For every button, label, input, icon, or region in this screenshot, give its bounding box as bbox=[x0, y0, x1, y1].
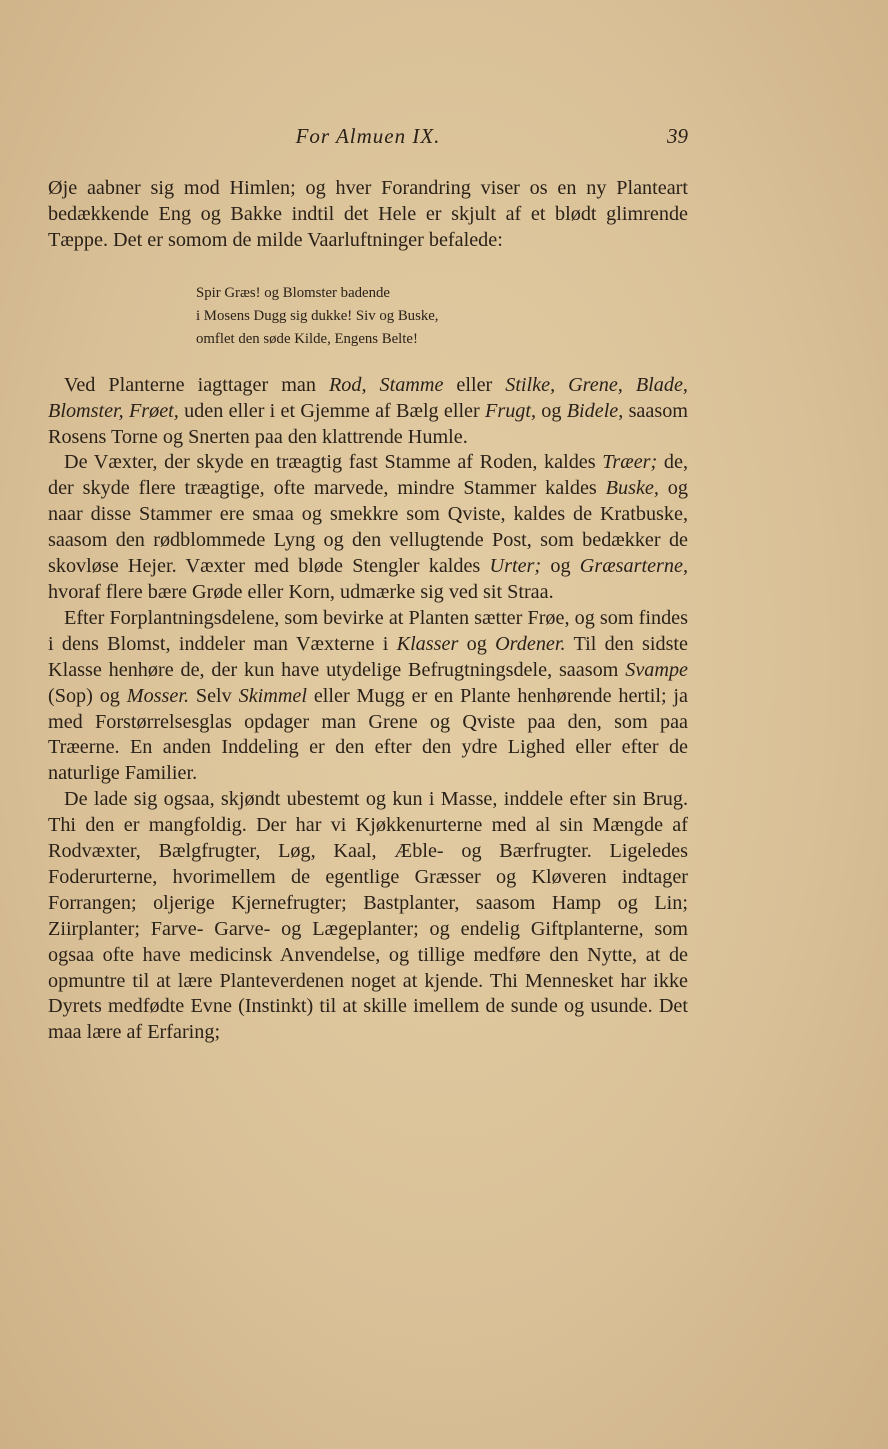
term: Frugt, bbox=[485, 399, 537, 422]
term: Urter; bbox=[489, 555, 542, 578]
term: Træer; bbox=[602, 451, 658, 474]
verse-line: omflet den søde Kilde, Engens Belte! bbox=[196, 330, 418, 347]
term: Rod, Stamme bbox=[328, 373, 444, 396]
verse-line: i Mosens Dugg sig dukke! Siv og Buske, bbox=[196, 307, 439, 324]
verse-quote bbox=[196, 282, 688, 351]
page-header bbox=[48, 124, 688, 156]
term: Græsarterne, bbox=[579, 555, 688, 578]
term: Svampe bbox=[625, 658, 688, 681]
term: Skimmel bbox=[238, 684, 307, 707]
paragraph-classification: Efter Forplantningsdelene, som bevirke at Planten sætter Frøe, og som findes i dens Blomst, inddeler man Væxterne i Klasser og Ordener. Til den sidste Klasse henhøre de, der kun have utydelige Befrugtningsdele, saasom Svampe (Sop) og Mosser. Selv Skimmel eller Mugg er en Plante henhørende hertil; ja med Forstørrelsesglas opdager man Grene og Qviste paa den, som paa Træerne. En anden Inddeling er den efter den ydre Lighed eller efter de naturlige Familier. bbox=[48, 606, 689, 785]
term: Stilke, Grene, Blade, Blomster, Frøet, bbox=[48, 373, 688, 422]
body-text bbox=[48, 176, 688, 1046]
page-number: 39 bbox=[667, 124, 688, 148]
term: Mosser. bbox=[126, 684, 189, 707]
running-title: For Almuen IX. bbox=[295, 124, 441, 148]
intro-paragraph: Øje aabner sig mod Himlen; og hver Forandring viser os en ny Planteart bedækkende Eng og Bakke indtil det Hele er skjult af et blødt glimrende Tæppe. Det er somom de milde Vaarluftninger befalede: bbox=[48, 177, 688, 251]
term: Ordener. bbox=[495, 632, 566, 655]
term: Klasser bbox=[396, 632, 459, 655]
paragraph-plant-types: De Væxter, der skyde en træagtig fast Stamme af Roden, kaldes Træer; de, der skyde flere træagtige, ofte marvede, mindre Stammer kaldes Buske, og naar disse Stammer ere smaa og smekkre som Qviste, kaldes de Kratbuske, saasom den rødblommede Lyng og den vellugtende Post, som bedækker de skovløse Hejer. Væxter med bløde Stengler kaldes Urter; og Græsarterne, hvoraf flere bære Grøde eller Korn, udmærke sig ved sit Straa. bbox=[48, 451, 689, 603]
verse-line: Spir Græs! og Blomster badende bbox=[196, 284, 390, 301]
paragraph-uses: De lade sig ogsaa, skjøndt ubestemt og kun i Masse, inddele efter sin Brug. Thi den er mangfoldig. Der har vi Kjøkkenurterne med al sin Mængde af Rodvæxter, Bælgfrugter, Løg, Kaal, Æble- og Bærfrugter. Ligeledes Foderurterne, hvorimellem de egentlige Græsser og Kløveren indtager Forrangen; oljerige Kjernefrugter; Bastplanter, saasom Hamp og Lin; Ziirplanter; Farve- Garve- og Lægeplanter; og endelig Giftplanterne, som ogsaa ofte have medicinsk Anvendelse, og tillige medføre den Nytte, at de opmuntre til at lære Planteverdenen noget at kjende. Thi Mennesket har ikke Dyrets medfødte Evne (Instinkt) til at skille imellem de sunde og usunde. Det maa lære af Erfaring; bbox=[48, 788, 688, 1044]
paragraph-plant-parts: Ved Planterne iagttager man Rod, Stamme eller Stilke, Grene, Blade, Blomster, Frøet, uden eller i et Gjemme af Bælg eller Frugt, og Bidele, saasom Rosens Torne og Snerten paa den klattrende Humle. bbox=[48, 373, 688, 448]
term: Buske, bbox=[605, 477, 659, 500]
term: Bidele, bbox=[566, 399, 624, 422]
